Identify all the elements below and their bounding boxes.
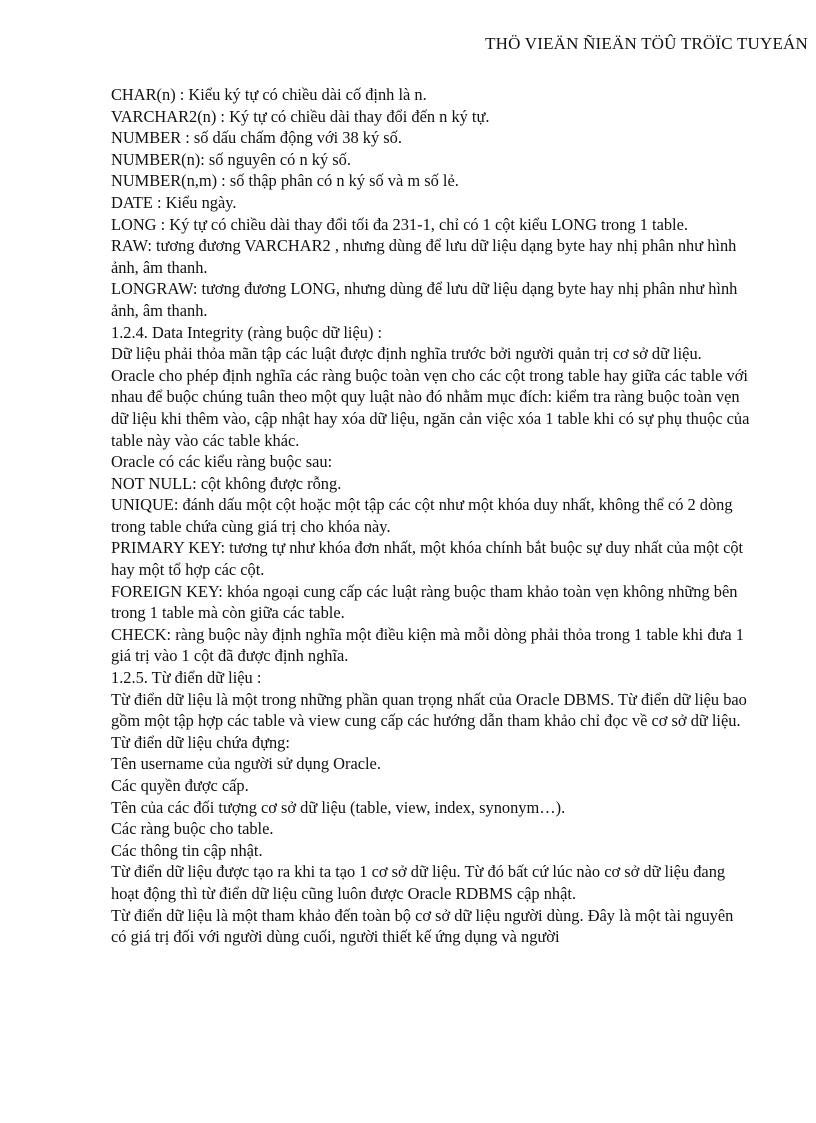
section-heading-data-dictionary: 1.2.5. Từ điển dữ liệu : xyxy=(111,668,262,688)
paragraph-dictionary-usernames: Tên username của người sử dụng Oracle. xyxy=(111,754,381,774)
paragraph-check: CHECK: ràng buộc này định nghĩa một điều kiện mà mỗi dòng phải thỏa trong 1 table khi đưa 1 giá trị vào 1 cột đã được định nghĩa. xyxy=(111,624,744,666)
paragraph-long-type: LONG : Ký tự có chiều dài thay đổi tối đa 231-1, chỉ có 1 cột kiểu LONG trong 1 table. xyxy=(111,214,688,234)
paragraph-constraint-types-intro: Oracle có các kiểu ràng buộc sau: xyxy=(111,452,333,472)
paragraph-number-nm-type: NUMBER(n,m) : số thập phân có n ký số và m số lẻ. xyxy=(111,171,459,191)
paragraph-foreign-key: FOREIGN KEY: khóa ngoại cung cấp các luật ràng buộc tham khảo toàn vẹn không những bên trong 1 table mà còn giữa các table. xyxy=(111,581,738,623)
paragraph-varchar2-type: VARCHAR2(n) : Ký tự có chiều dài thay đổi đến n ký tự. xyxy=(111,106,490,126)
paragraph-date-type: DATE : Kiểu ngày. xyxy=(111,192,237,212)
paragraph-integrity-purpose: Oracle cho phép định nghĩa các ràng buộc toàn vẹn cho các cột trong table hay giữa các table với nhau để buộc chúng tuân theo một quy luật nào đó nhằm mục đích: kiểm tra ràng buộc toàn vẹn dữ liệu khi thêm vào, cập nhật hay xóa dữ liệu, ngăn cản việc xóa 1 table khi có sự phụ thuộc của table này vào các table khác. xyxy=(111,365,750,450)
paragraph-dictionary-creation: Từ điển dữ liệu được tạo ra khi ta tạo 1 cơ sở dữ liệu. Từ đó bất cứ lúc nào cơ sở dữ liệu đang hoạt động thì từ điển dữ liệu cũng luôn được Oracle RDBMS cập nhật. xyxy=(111,862,726,903)
paragraph-dictionary-constraints: Các ràng buộc cho table. xyxy=(111,819,274,839)
paragraph-primary-key: PRIMARY KEY: tương tự như khóa đơn nhất, một khóa chính bắt buộc sự duy nhất của một cột hay một tổ hợp các cột. xyxy=(111,538,744,580)
paragraph-dictionary-reference: Từ điển dữ liệu là một tham khảo đến toàn bộ cơ sở dữ liệu người dùng. Đây là một tài nguyên có giá trị đối với người dùng cuối, người thiết kế ứng dụng và người xyxy=(111,905,734,947)
paragraph-number-type: NUMBER : số dấu chấm động với 38 ký số. xyxy=(111,128,402,148)
paragraph-raw-type: RAW: tương đương VARCHAR2 , nhưng dùng để lưu dữ liệu dạng byte hay nhị phân như hình ảnh, âm thanh. xyxy=(111,236,737,277)
paragraph-char-type: CHAR(n) : Kiểu ký tự có chiều dài cố định là n. xyxy=(111,85,427,104)
paragraph-dictionary-objects: Tên của các đối tượng cơ sở dữ liệu (table, view, index, synonym…). xyxy=(111,797,566,817)
paragraph-unique: UNIQUE: đánh dấu một cột hoặc một tập các cột như một khóa duy nhất, không thể có 2 dòng trong table chứa cùng giá trị cho khóa này. xyxy=(111,495,733,536)
paragraph-dictionary-privileges: Các quyền được cấp. xyxy=(111,776,249,795)
paragraph-integrity-intro: Dữ liệu phải thỏa mãn tập các luật được định nghĩa trước bởi người quản trị cơ sở dữ liệu. xyxy=(111,344,702,364)
paragraph-number-n-type: NUMBER(n): số nguyên có n ký số. xyxy=(111,149,351,169)
paragraph-dictionary-updates: Các thông tin cập nhật. xyxy=(111,840,263,860)
page-header-title: THÖ VIEÄN ÑIEÄN TÖÛ TRÖÏC TUYEÁN xyxy=(485,34,808,53)
section-heading-data-integrity: 1.2.4. Data Integrity (ràng buộc dữ liệu) : xyxy=(111,322,383,342)
document-body xyxy=(111,84,751,948)
paragraph-not-null: NOT NULL: cột không được rỗng. xyxy=(111,473,342,493)
paragraph-dictionary-intro: Từ điển dữ liệu là một trong những phần quan trọng nhất của Oracle DBMS. Từ điển dữ liệu bao gồm một tập hợp các table và view cung cấp các hướng dẫn tham khảo chỉ đọc về cơ sở dữ liệu. Từ điển dữ liệu chứa đựng: xyxy=(111,689,747,752)
paragraph-longraw-type: LONGRAW: tương đương LONG, nhưng dùng để lưu dữ liệu dạng byte hay nhị phân như hình ảnh, âm thanh. xyxy=(111,279,738,320)
